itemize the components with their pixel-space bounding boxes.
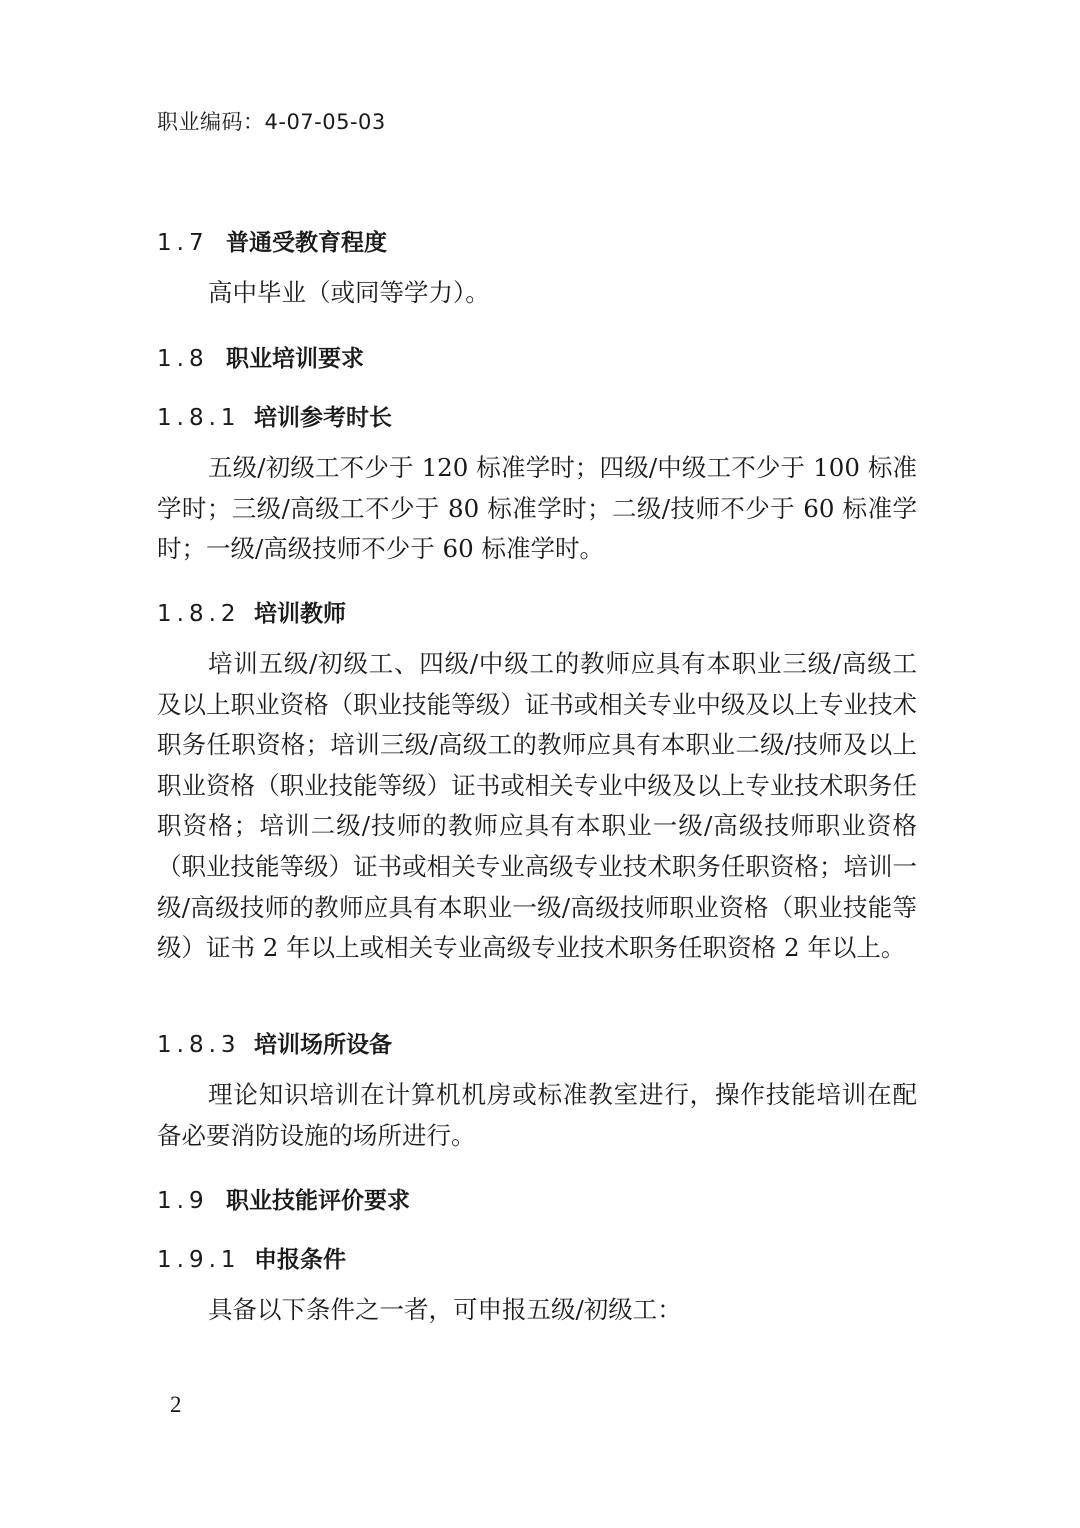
occupation-code-header: 职业编码：4-07-05-03 xyxy=(157,110,386,134)
paragraph-education: 高中毕业（或同等学力）。 xyxy=(208,278,490,307)
section-number: 1.9.1 xyxy=(157,1247,241,1273)
section-title: 培训参考时长 xyxy=(254,405,392,431)
section-heading-1-8-2 xyxy=(157,595,346,628)
section-title: 职业技能评价要求 xyxy=(226,1188,410,1214)
section-heading-1-9-1 xyxy=(157,1241,346,1274)
section-number: 1.9 xyxy=(157,1188,209,1214)
section-heading-1-8-1 xyxy=(157,399,392,432)
paragraph-training-teachers: 培训五级/初级工、四级/中级工的教师应具有本职业三级/高级工及以上职业资格（职业技能等级）证书或相关专业中级及以上专业技术职务任职资格；培训三级/高级工的教师应具有本职业二级/技师及以上职业资格（职业技能等级）证书或相关专业中级及以上专业技术职务任职资格；培训二级/技师的教师应具有本职业一级/高级技师职业资格（职业技能等级）证书或相关专业高级专业技术职务任职资格；培训一级/高级技师的教师应具有本职业一级/高级技师职业资格（职业技能等级）证书 2 年以上或相关专业高级专业技术职务任职资格 2 年以上。 xyxy=(157,649,917,963)
section-title: 普通受教育程度 xyxy=(226,230,387,256)
section-heading-1-8-3 xyxy=(157,1026,392,1059)
section-title: 培训教师 xyxy=(254,601,346,627)
section-heading-1-7 xyxy=(157,224,387,257)
section-title: 培训场所设备 xyxy=(254,1032,392,1058)
paragraph-training-facilities: 理论知识培训在计算机机房或标准教室进行，操作技能培训在配备必要消防设施的场所进行。 xyxy=(157,1080,917,1150)
page-number: 2 xyxy=(170,1392,182,1417)
section-heading-1-9 xyxy=(157,1182,410,1215)
paragraph-training-hours: 五级/初级工不少于 120 标准学时；四级/中级工不少于 100 标准学时；三级/高级工不少于 80 标准学时；二级/技师不少于 60 标准学时；一级/高级技师不少于 60 标准学时。 xyxy=(157,453,917,564)
section-number: 1.8.2 xyxy=(157,601,241,627)
section-number: 1.8.1 xyxy=(157,405,241,431)
section-number: 1.8.3 xyxy=(157,1032,241,1058)
section-title: 申报条件 xyxy=(254,1247,346,1273)
section-number: 1.8 xyxy=(157,346,209,372)
section-number: 1.7 xyxy=(157,230,209,256)
section-title: 职业培训要求 xyxy=(226,346,364,372)
section-heading-1-8 xyxy=(157,340,364,373)
paragraph-application-conditions: 具备以下条件之一者，可申报五级/初级工： xyxy=(208,1295,682,1324)
